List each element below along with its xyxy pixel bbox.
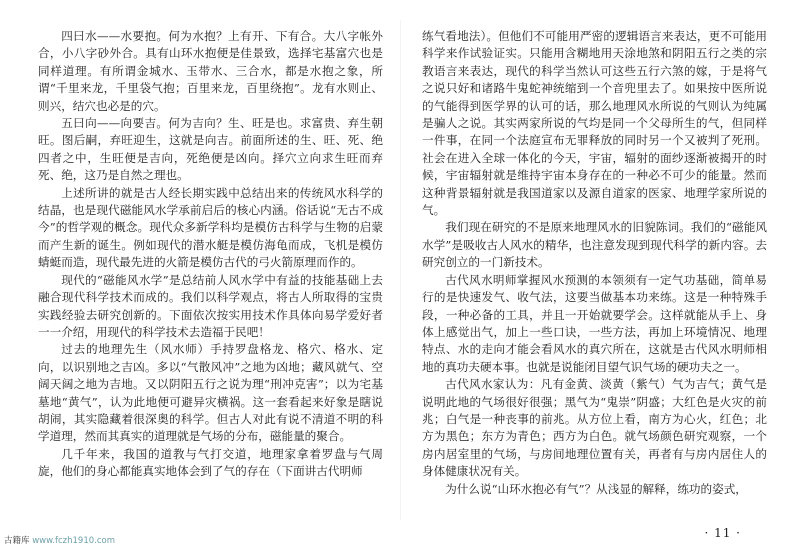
left-column (38, 28, 383, 481)
footer-url: www.fczh1910.com (32, 536, 115, 546)
paragraph-qi-colors: 古代风水家认为：凡有金黄、淡黄（紫气）气为吉气；黄气是说明此地的气场很好很强；黑气为“鬼崇”阴盛；大红色是火灾的前兆；白气是一种丧事的前兆。从方位上看，南方为心火，红色；北方为黑色；东方为青色；西方为白色。就气场颜色研究观察，一个房内居室里的气场，与房间地理位置有关，再者有与房内居住人的身体健康状况有关。 (422, 377, 767, 479)
paragraph-continuation: 练气看地法）。但他们不可能用严密的逻辑语言来表达，更不可能用科学来作试验证实。只能用含糊地用天涂地煞和阴阳五行之类的宗教语言来表达，现代的科学当然认可这些五行六煞的嫁，于是将气之说只好和诸路牛鬼蛇神统缩到一个音兜里去了。如果按中医所说的气能得到医学界的认可的话，那么地理风水所说的气则认为纯属是骗人之说。其实两家所说的气均是同一个父母所生的气，但同样一件事，在同一个法庭宣布无罪释放的同时另一个又被判了死刑。社会在进入全球一体化的今天，宇宙，辐射的面纱逐渐被揭开的时候，宇宙辐射就是维持宇宙本身存在的一种必不可少的能量。然而这种背景辐射就是我国道家以及源自道家的医家、地理学家所说的气。 (422, 29, 767, 218)
paragraph-research-purpose: 我们现在研究的不是原来地理风水的旧貌陈词。我们的“磁能风水学”是吸收古人风水的精华，也注意发现到现代科学的新内容。去研究创立的一门新技术。 (422, 220, 767, 270)
page-number: · 11 · (704, 526, 741, 540)
right-column (422, 28, 767, 498)
footer-site-name: 古籍库 (4, 536, 30, 546)
paragraph-water-embrace: 四曰水——水要抱。何为水抱？上有开、下有合。大八字帐外合，小八字砂外合。具有山环水抱便是佳景致，选择宅基富穴也是同样道理。有所谓金城水、玉带水、三合水，都是水抱之象，所谓“千里来龙，千里袋气抱；百里来龙，百里绕抱”。龙有水则止、则兴，结穴也必是的穴。 (38, 29, 383, 113)
paragraph-mountain-water-question: 为什么说“山环水抱必有气”？从浅显的解释，练功的姿式， (445, 481, 747, 496)
paragraph-taoist-qi: 几千年来，我国的道教与气打交道，地理家拿着罗盘与气周旋，他们的身心都能真实地体会到了气的存在（下面讲古代明师 (38, 446, 383, 479)
footer-watermark (4, 534, 115, 546)
paragraph-traditional-science: 上述所讲的就是古人经长期实践中总结出来的传统风水科学的结晶，也是现代磁能风水学承前启后的核心内涵。俗话说“无古不成今”的哲学观的概念。现代众多新学科均是模仿古科学与生物的启蒙而产生新的诞生。例如现代的潜水艇是模仿海龟而成，飞机是模仿蜻蜓而造，现代最先进的火箭是模仿古代的弓火箭原理而作的。 (38, 185, 383, 270)
paragraph-qigong-basis: 古代风水明师掌握风水预测的本领须有一定气功基础，简单易行的是快速发气、收气法，这要当做基本功来练。这是一种特殊手段，一种必备的工具，并且一开始就要学会。这样就能从手上、身体上感觉出气，加上一些口诀，一些方法，再加上环境情况、地理特点、水的走向才能会看风水的真穴所在，这就是古代风水明师相地的真功夫硬本事。也就是说能闭目望气识气场的硬功夫之一。 (422, 272, 767, 374)
paragraph-geomancer-compass: 过去的地理先生（风水师）手持罗盘格龙、格穴、格水、定向，以识别地之吉凶。多以“气散风冲”之地为凶地；藏风就气、空阔天阔之地为吉地。又以阴阳五行之说为理“刑冲克害”；以为宅基墓地“黄气”，认为此地便可避异灾横祸。这一套看起来好象是瞎说胡闹，其实隐藏着很深奥的科学。但古人对此有说不清道不明的科学道理，然而其真实的道理就是气场的分布，磁能量的聚合。 (38, 342, 383, 444)
paragraph-magnetic-fengshui: 现代的“磁能风水学”是总结前人风水学中有益的技能基础上去融合现代科学技术而成的。我们以科学观点，将古人所取得的宝贵实践经验去研究创新的。下面依次按实用技术作具体向易学爱好者一一介绍，用现代的科学技术去造福于民吧！ (38, 272, 383, 339)
column-divider (400, 20, 401, 520)
paragraph-auspicious-direction: 五曰向——向要吉。何为吉向？生、旺是也。求富贵、弃生朝旺。图后嗣，弃旺迎生，这就是向吉。前面所述的生、旺、死、绝四者之中，生旺便是吉向，死绝便是凶向。择穴立向求生旺而弃死、绝，这乃是自然之理也。 (38, 116, 383, 183)
